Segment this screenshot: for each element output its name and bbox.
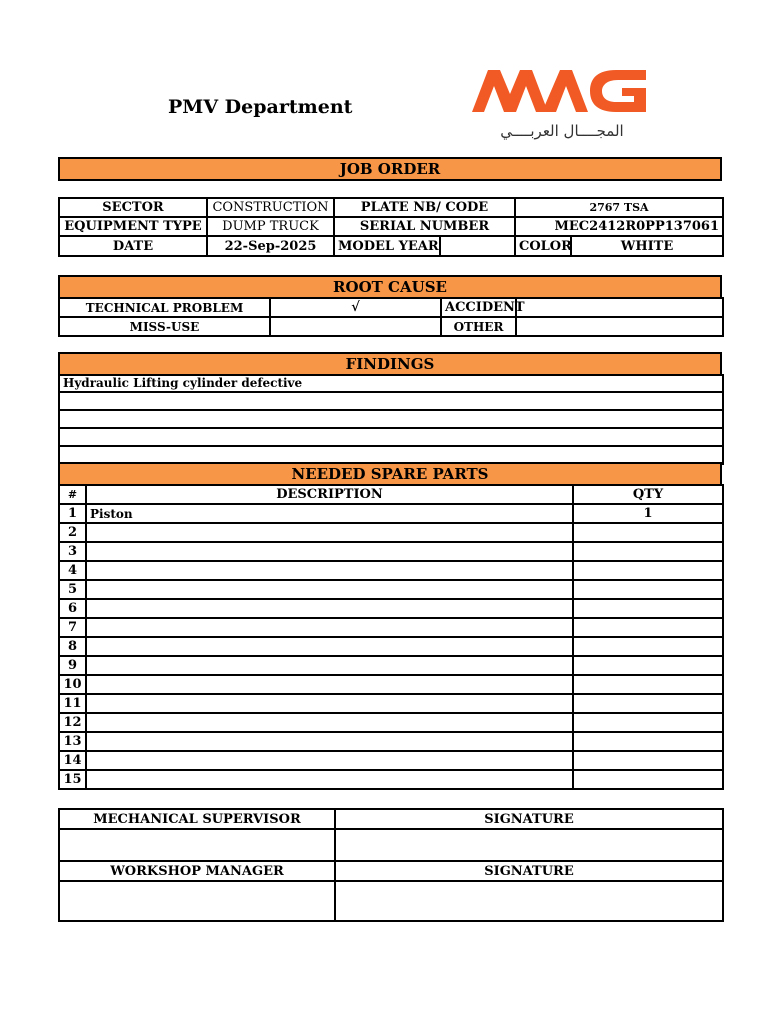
spare-part-row <box>59 675 723 694</box>
logo-arabic-text: المجــــال العربــــي <box>500 122 624 140</box>
equipment-type-label: EQUIPMENT TYPE <box>59 217 207 236</box>
spare-part-qty <box>573 561 723 580</box>
spare-part-description <box>86 599 573 618</box>
spare-part-description <box>86 675 573 694</box>
plate-label: PLATE NB/ CODE <box>334 198 515 217</box>
spare-part-qty <box>573 656 723 675</box>
signature-label: SIGNATURE <box>335 809 723 829</box>
model-year-value <box>440 236 515 256</box>
date-value: 22-Sep-2025 <box>207 236 334 256</box>
spare-part-description <box>86 694 573 713</box>
spare-parts-header: NEEDED SPARE PARTS <box>58 462 722 486</box>
accident-label: ACCIDENT <box>441 298 516 317</box>
spare-part-number: 14 <box>59 751 86 770</box>
findings-line <box>59 410 723 428</box>
serial-number-value: MEC2412R0PP137061 <box>515 217 723 236</box>
spare-part-number: 5 <box>59 580 86 599</box>
color-value: WHITE <box>571 236 723 256</box>
spare-part-qty <box>573 675 723 694</box>
mechanical-supervisor-label: MECHANICAL SUPERVISOR <box>59 809 335 829</box>
spare-part-row <box>59 561 723 580</box>
miss-use-label: MISS-USE <box>59 317 270 336</box>
workshop-manager-label: WORKSHOP MANAGER <box>59 861 335 881</box>
spare-part-row <box>59 599 723 618</box>
spare-part-description <box>86 523 573 542</box>
spare-part-qty <box>573 732 723 751</box>
spare-part-qty <box>573 770 723 789</box>
spare-part-row <box>59 751 723 770</box>
workshop-manager-signature-field[interactable] <box>335 881 723 921</box>
equipment-type-value: DUMP TRUCK <box>207 217 334 236</box>
spare-part-number: 6 <box>59 599 86 618</box>
mechanical-supervisor-name-field[interactable] <box>59 829 335 861</box>
findings-line <box>59 428 723 446</box>
technical-problem-label: TECHNICAL PROBLEM <box>59 298 270 317</box>
date-label: DATE <box>59 236 207 256</box>
spare-part-row <box>59 504 723 523</box>
job-order-table <box>58 197 724 237</box>
page-title: PMV Department <box>168 96 353 118</box>
findings-table <box>58 374 724 465</box>
spare-part-description <box>86 656 573 675</box>
spare-part-description <box>86 732 573 751</box>
signoff-table <box>58 808 724 922</box>
spare-part-row <box>59 523 723 542</box>
model-year-label: MODEL YEAR <box>334 236 440 256</box>
spare-part-qty <box>573 542 723 561</box>
mag-logo <box>466 62 652 142</box>
spare-part-number: 3 <box>59 542 86 561</box>
plate-value: 2767 TSA <box>515 198 723 217</box>
spare-part-row <box>59 542 723 561</box>
spare-part-number: 1 <box>59 504 86 523</box>
spare-part-description <box>86 713 573 732</box>
spare-part-description <box>86 751 573 770</box>
serial-number-label: SERIAL NUMBER <box>334 217 515 236</box>
findings-header: FINDINGS <box>58 352 722 376</box>
spare-part-qty <box>573 694 723 713</box>
spare-part-number: 13 <box>59 732 86 751</box>
other-value <box>516 317 723 336</box>
spare-part-description <box>86 542 573 561</box>
spare-part-row <box>59 656 723 675</box>
spare-part-number: 7 <box>59 618 86 637</box>
spare-part-row <box>59 713 723 732</box>
root-cause-header: ROOT CAUSE <box>58 275 722 299</box>
spare-part-qty <box>573 580 723 599</box>
col-header-qty: QTY <box>573 485 723 504</box>
other-label: OTHER <box>441 317 516 336</box>
spare-part-qty <box>573 618 723 637</box>
spare-parts-table <box>58 484 724 790</box>
job-order-header: JOB ORDER <box>58 157 722 181</box>
job-order-table-row3 <box>58 235 724 257</box>
spare-part-number: 4 <box>59 561 86 580</box>
signature-label: SIGNATURE <box>335 861 723 881</box>
spare-part-description <box>86 561 573 580</box>
spare-part-description <box>86 770 573 789</box>
accident-value <box>516 298 723 317</box>
spare-part-description <box>86 580 573 599</box>
spare-part-number: 8 <box>59 637 86 656</box>
spare-part-number: 11 <box>59 694 86 713</box>
findings-line <box>59 392 723 410</box>
spare-part-row <box>59 732 723 751</box>
spare-part-qty: 1 <box>573 504 723 523</box>
sector-value: CONSTRUCTION <box>207 198 334 217</box>
spare-part-number: 12 <box>59 713 86 732</box>
spare-part-description <box>86 618 573 637</box>
technical-problem-check: √ <box>270 298 441 317</box>
spare-part-row <box>59 637 723 656</box>
spare-part-number: 10 <box>59 675 86 694</box>
spare-part-qty <box>573 599 723 618</box>
spare-part-row <box>59 694 723 713</box>
spare-part-description <box>86 637 573 656</box>
sector-label: SECTOR <box>59 198 207 217</box>
spare-part-number: 15 <box>59 770 86 789</box>
spare-part-qty <box>573 751 723 770</box>
spare-part-row <box>59 580 723 599</box>
miss-use-value <box>270 317 441 336</box>
root-cause-table <box>58 297 724 337</box>
color-label: COLOR <box>515 236 571 256</box>
spare-part-qty <box>573 713 723 732</box>
spare-part-qty <box>573 523 723 542</box>
col-header-description: DESCRIPTION <box>86 485 573 504</box>
findings-line: Hydraulic Lifting cylinder defective <box>59 374 723 392</box>
spare-part-number: 9 <box>59 656 86 675</box>
spare-part-number: 2 <box>59 523 86 542</box>
mechanical-supervisor-signature-field[interactable] <box>335 829 723 861</box>
spare-part-row <box>59 770 723 789</box>
spare-part-qty <box>573 637 723 656</box>
spare-part-row <box>59 618 723 637</box>
workshop-manager-name-field[interactable] <box>59 881 335 921</box>
col-header-number: # <box>59 485 86 504</box>
spare-part-description: Piston <box>86 504 573 523</box>
